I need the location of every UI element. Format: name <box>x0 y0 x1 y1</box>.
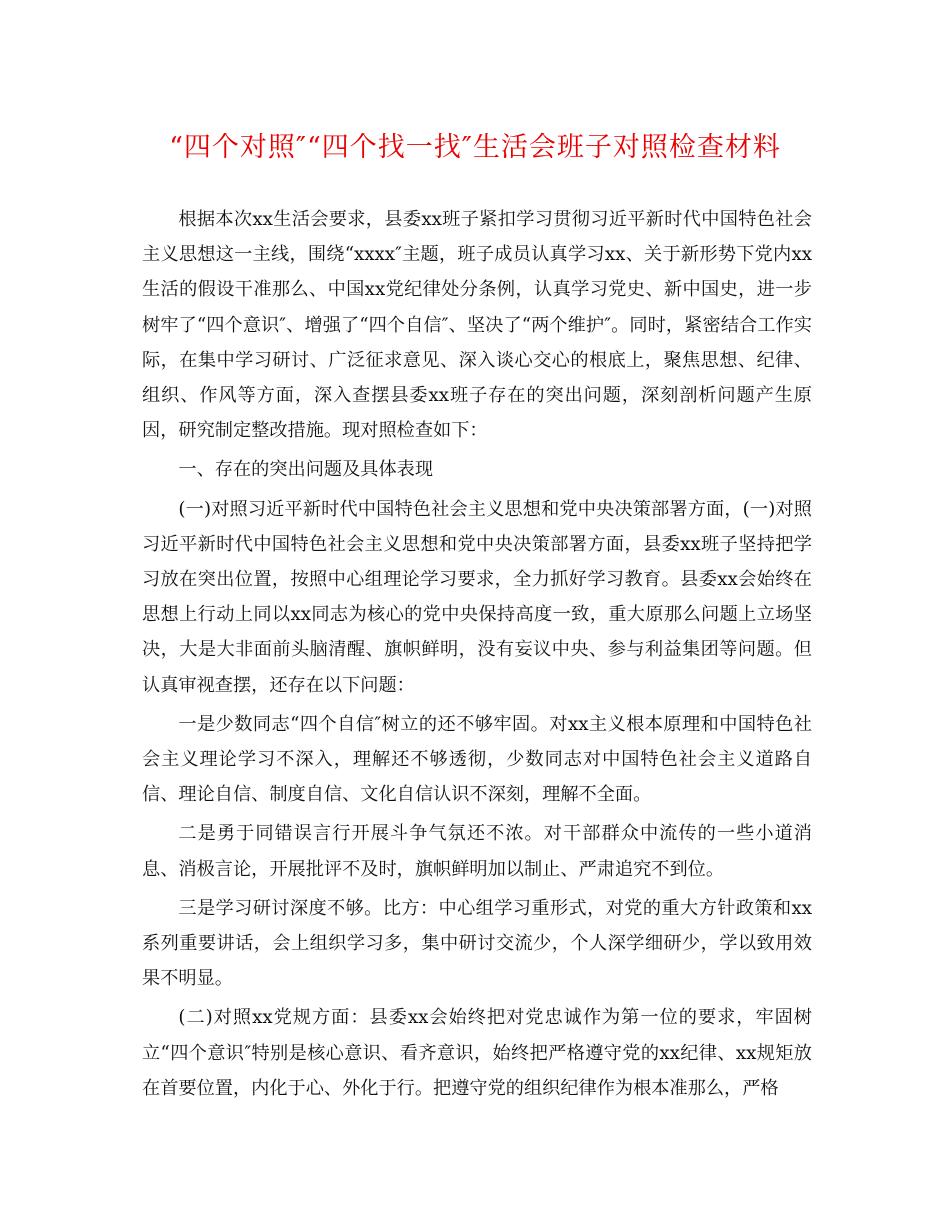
intro-paragraph: 根据本次xx生活会要求，县委xx班子紧扣学习贯彻习近平新时代中国特色社会主义思想这一主线，围绕“xxxx″主题，班子成员认真学习xx、关于新形势下党内xx生活的假设干准那么、中国xx党纪律处分条例，认真学习党史、新中国史，进一步树牢了“四个意识″、增强了“四个自信″、坚决了“两个维护″。同时，紧密结合工作实际，在集中学习研讨、广泛征求意见、深入谈心交心的根底上，聚焦思想、纪律、组织、作风等方面，深入查摆县委xx班子存在的突出问题，深刻剖析问题产生原因，研究制定整改措施。现对照检查如下： <box>142 209 812 442</box>
subsection-paragraph-1: (一)对照习近平新时代中国特色社会主义思想和党中央决策部署方面，(一)对照习近平新时代中国特色社会主义思想和党中央决策部署方面，县委xx班子坚持把学习放在突出位置，按照中心组理论学习要求，全力抓好学习教育。县委xx会始终在思想上行动上同以xx同志为核心的党中央保持高度一致，重大原那么问题上立场坚决，大是大非面前头脑清醒、旗帜鲜明，没有妄议中央、参与利益集团等问题。但认真审视查摆，还存在以下问题： <box>142 498 812 696</box>
section-heading: 一、存在的突出问题及具体表现 <box>178 459 434 481</box>
document-body <box>142 202 812 1110</box>
document-title: “四个对照″“四个找一找″生活会班子对照检查材料 <box>169 132 781 163</box>
subsection-paragraph-2: (二)对照xx党规方面：县委xx会始终把对党忠诚作为第一位的要求，牢固树立“四个意识″特别是核心意识、看齐意识，始终把严格遵守党的xx纪律、xx规矩放在首要位置，内化于心、外化于行。把遵守党的组织纪律作为根本准那么，严格 <box>142 1007 812 1099</box>
issue-paragraph-1: 一是少数同志“四个自信″树立的还不够牢固。对xx主义根本原理和中国特色社会主义理论学习不深入，理解还不够透彻，少数同志对中国特色社会主义道路自信、理论自信、制度自信、文化自信认识不深刻，理解不全面。 <box>142 713 812 806</box>
issue-paragraph-3: 三是学习研讨深度不够。比方：中心组学习重形式，对党的重大方针政策和xx系列重要讲话，会上组织学习多，集中研讨交流少，个人深学细研少，学以致用效果不明显。 <box>142 897 812 990</box>
issue-paragraph-2: 二是勇于同错误言行开展斗争气氛还不浓。对干部群众中流传的一些小道消息、消极言论，开展批评不及时，旗帜鲜明加以制止、严肃追究不到位。 <box>142 823 812 880</box>
